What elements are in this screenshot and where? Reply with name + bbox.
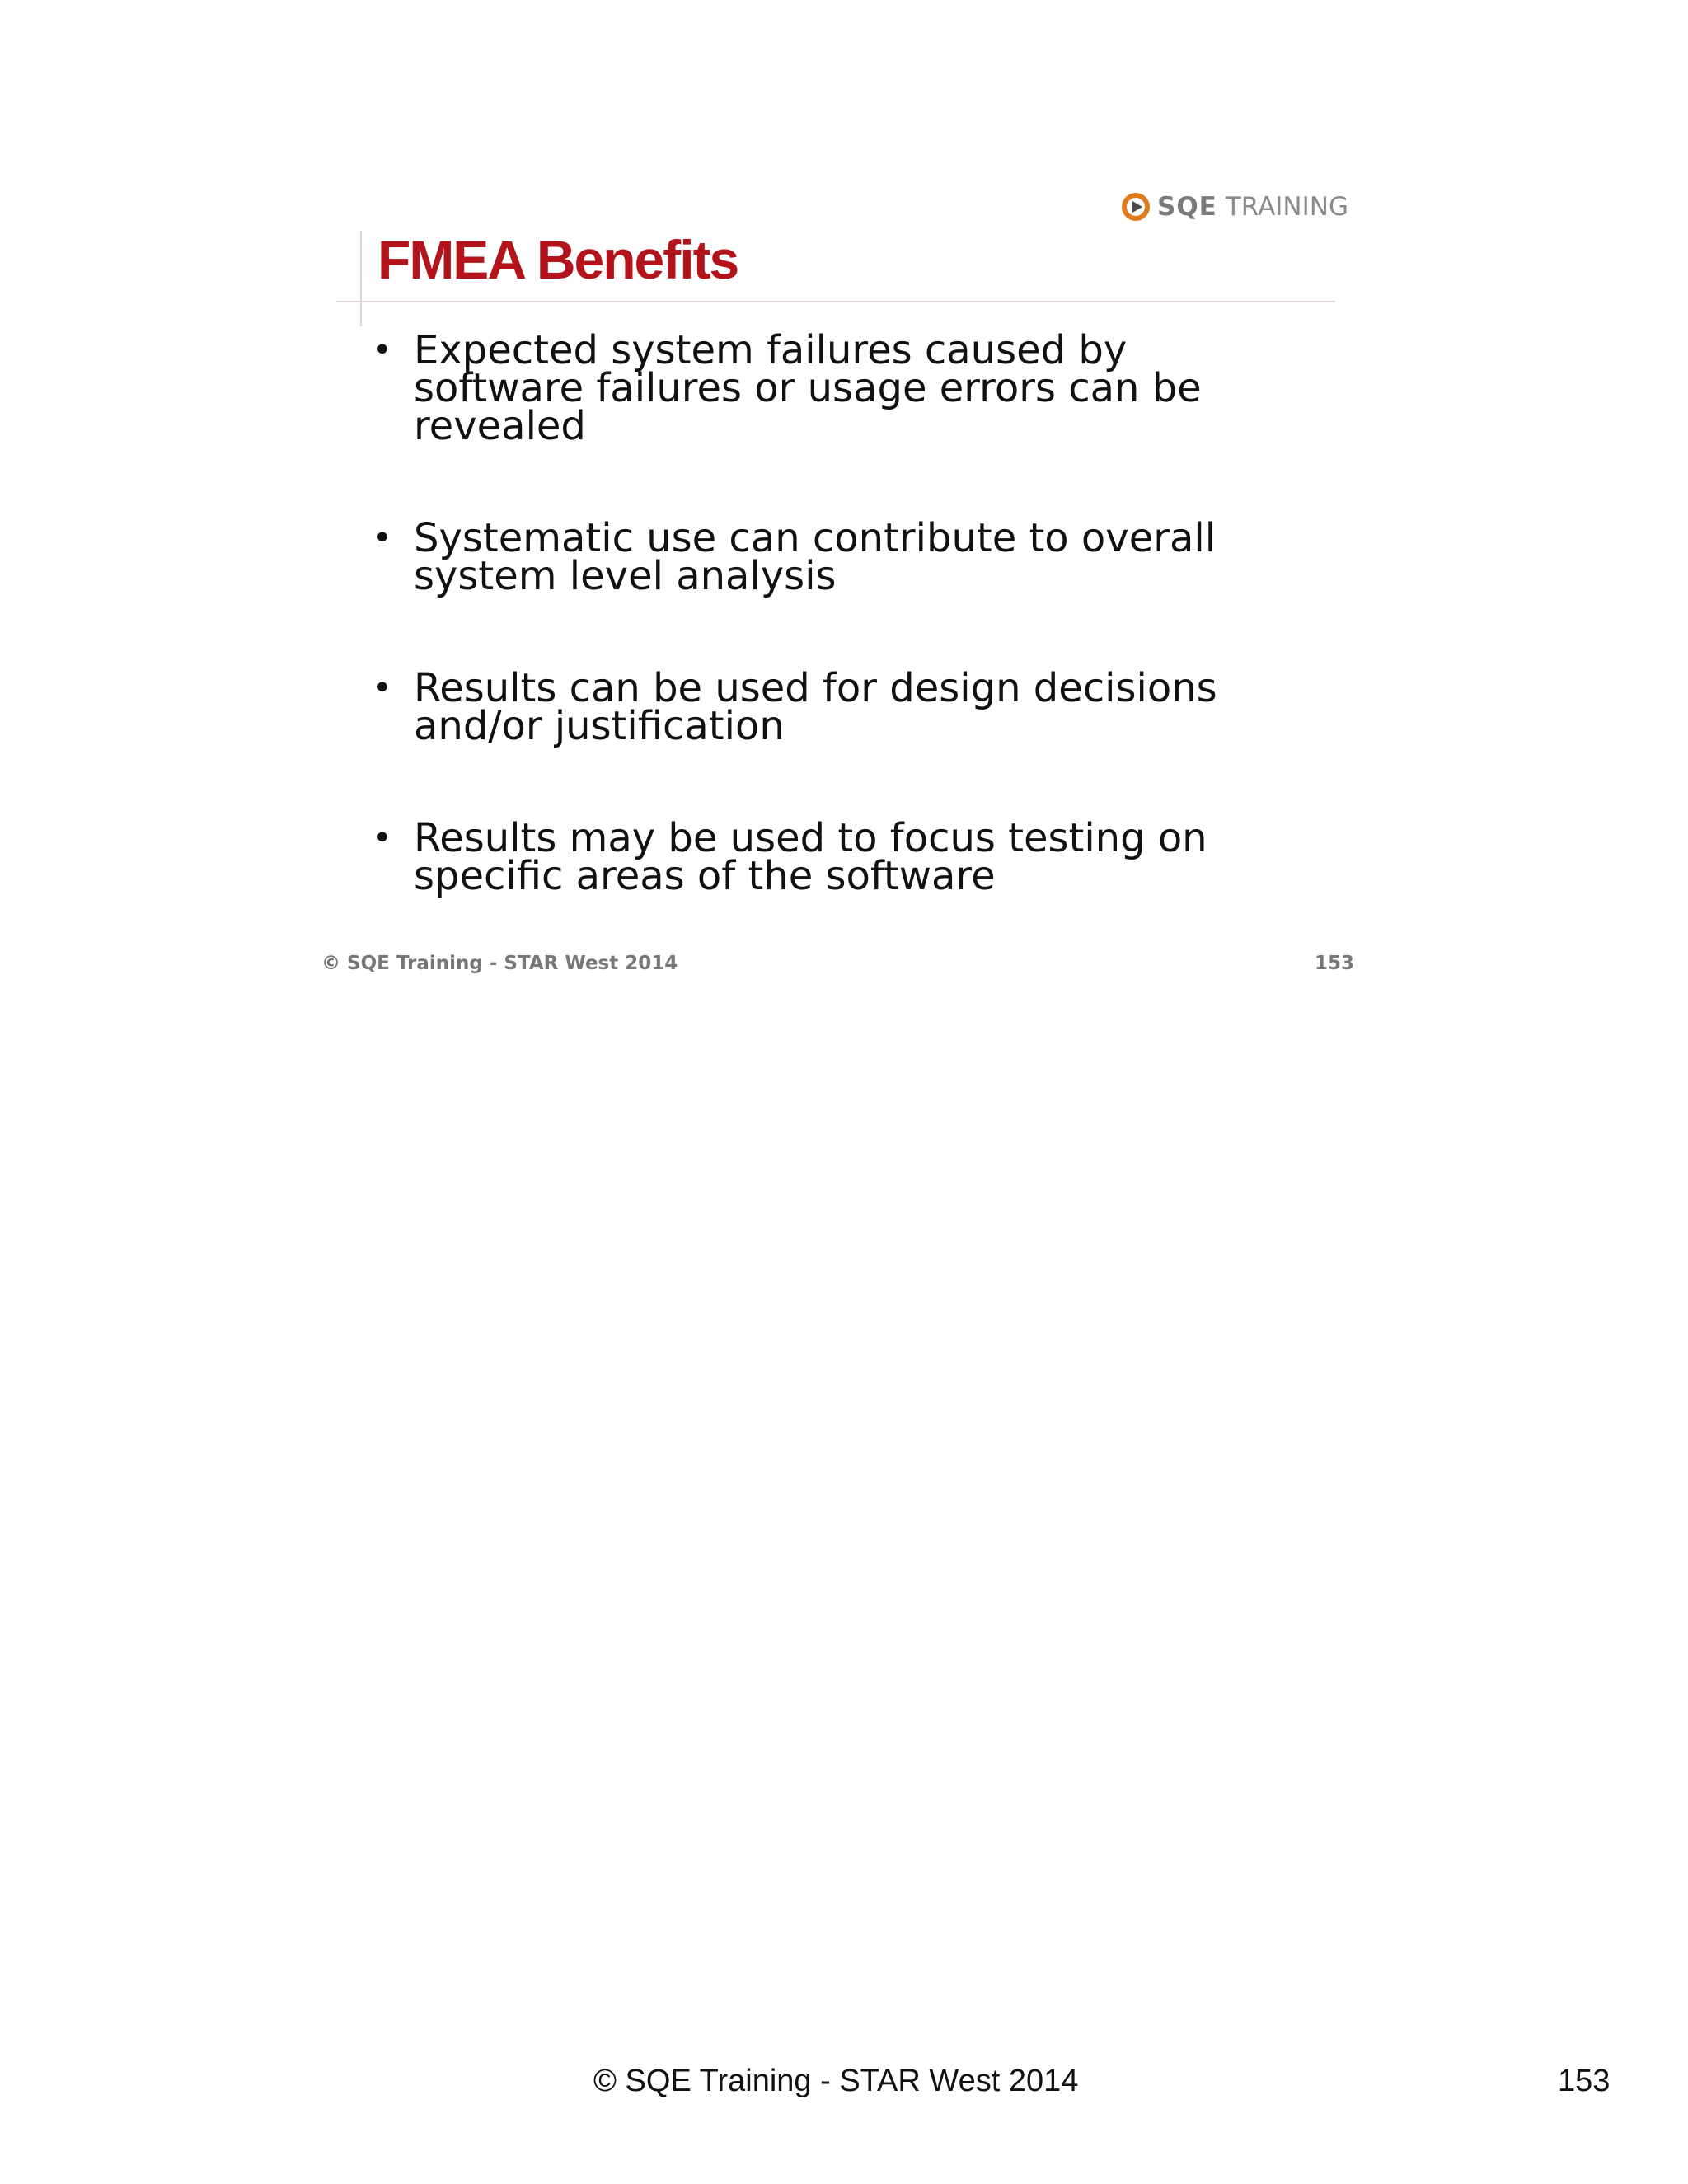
slide-title: FMEA Benefits [377, 229, 738, 290]
bullet-text: Results can be used for design decisions and/or justification [414, 665, 1217, 749]
bullet-dot-icon: • [373, 519, 392, 557]
title-horizontal-rule [336, 301, 1335, 302]
bullet-text: Expected system failures caused by software failures or usage errors can be revealed [414, 327, 1202, 449]
logo-sub-text: TRAINING [1225, 192, 1348, 222]
page-copyright: © SQE Training - STAR West 2014 [593, 2064, 1079, 2098]
bullet-dot-icon: • [373, 669, 392, 707]
bullet-item [373, 327, 1304, 449]
bullet-dot-icon: • [373, 819, 392, 857]
bullet-list [373, 327, 1304, 899]
sqe-training-logo [1121, 188, 1348, 226]
page-number: 153 [1558, 2064, 1611, 2098]
bullet-text: Systematic use can contribute to overall system level analysis [414, 515, 1217, 599]
bullet-item [373, 515, 1304, 599]
slide [321, 173, 1376, 989]
bullet-item [373, 815, 1304, 899]
title-vertical-rule [360, 231, 362, 326]
logo-brand-text: SQE [1157, 192, 1217, 222]
bullet-text: Results may be used to focus testing on specific areas of the software [414, 815, 1207, 899]
sqe-play-logo-icon [1121, 192, 1151, 222]
bullet-item [373, 665, 1304, 749]
slide-number: 153 [1315, 953, 1355, 974]
slide-copyright: © SQE Training - STAR West 2014 [321, 953, 678, 974]
bullet-dot-icon: • [373, 331, 392, 369]
